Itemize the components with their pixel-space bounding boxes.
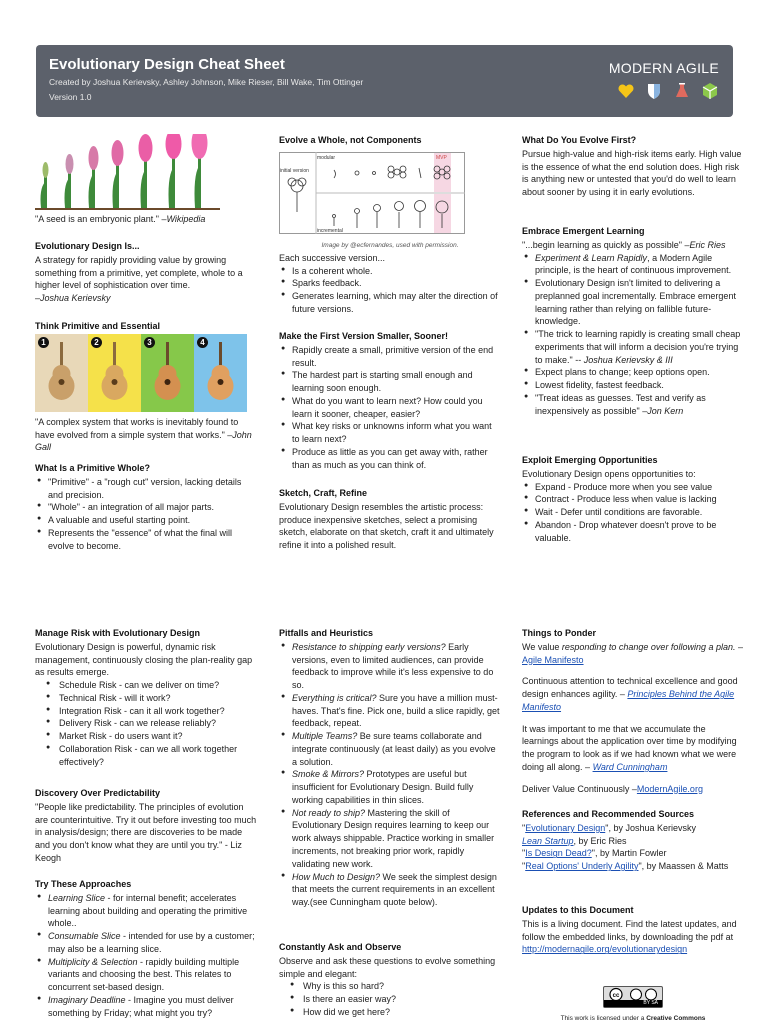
stage-number-icon: 2 bbox=[91, 337, 102, 348]
list-item: ● What do you want to learn next? How could you learn it sooner, cheaper, easier? bbox=[279, 395, 501, 421]
section-sketch-craft bbox=[279, 487, 501, 552]
section-heading: Exploit Emerging Opportunities bbox=[522, 455, 658, 465]
shield-icon bbox=[645, 82, 663, 100]
ponder-principles: Continuous attention to technical excellence and good design enhances agility. – Principles Behind the Agile Manifesto bbox=[522, 676, 738, 712]
ponder-cunningham: It was important to me that we accumulate the learnings about the application over time by modifying the program to look as if we had known what we were doing all along. – Ward Cunningham bbox=[522, 723, 737, 772]
seed-caption: "A seed is an embryonic plant." –Wikipedia bbox=[35, 214, 206, 224]
license-block bbox=[522, 986, 744, 1023]
license-text: This work is licensed under a Creative Commons bbox=[560, 1014, 706, 1022]
section-heading: Manage Risk with Evolutionary Design bbox=[35, 628, 201, 638]
guitar-stage-4 bbox=[194, 334, 247, 412]
reference-item: Lean Startup, by Eric Ries bbox=[522, 835, 627, 846]
smaller-list bbox=[279, 344, 501, 472]
principles-link[interactable]: Principles Behind the Agile Manifesto bbox=[522, 689, 735, 712]
reference-item: "Is Design Dead?", by Martin Fowler bbox=[522, 848, 667, 859]
list-item: ● "Primitive" - a "rough cut" version, lacking details and precision. bbox=[35, 476, 257, 502]
list-item: ● What key risks or unknowns inform what you want to learn next? bbox=[279, 420, 501, 446]
cc-by-sa-label: BY SA bbox=[604, 1000, 662, 1007]
brand-name: MODERN AGILE bbox=[608, 60, 719, 76]
list-item: ● Collaboration Risk - can we all work together effectively? bbox=[35, 743, 257, 769]
evolutionary-design-link[interactable]: Evolutionary Design bbox=[525, 822, 606, 833]
lean-startup-link[interactable]: Lean Startup bbox=[522, 835, 574, 846]
section-primitive-whole bbox=[35, 462, 257, 552]
list-item: ● Integration Risk - can it all work together? bbox=[35, 705, 257, 718]
list-item: ● Resistance to shipping early versions? Early versions, even to limited audiences, can provide feedback to improve while it's less expensive to do so. bbox=[279, 641, 501, 692]
cc-license-badge[interactable] bbox=[603, 986, 663, 1008]
package-icon bbox=[701, 82, 719, 100]
reference-item: "Evolutionary Design", by Joshua Kerievsky bbox=[522, 822, 696, 833]
each-version-list bbox=[279, 265, 501, 316]
ries-quote: "...begin learning as quickly as possible" –Eric Ries bbox=[522, 239, 726, 250]
section-heading: Evolutionary Design Is... bbox=[35, 241, 140, 251]
section-heading: Sketch, Craft, Refine bbox=[279, 488, 368, 498]
list-item: ● Delivery Risk - can we release reliably? bbox=[35, 717, 257, 730]
list-item: ● A valuable and useful starting point. bbox=[35, 514, 257, 527]
stage-number-icon: 1 bbox=[38, 337, 49, 348]
list-item: ● Represents the "essence" of what the final will evolve to become. bbox=[35, 527, 257, 553]
list-item: ● Market Risk - do users want it? bbox=[35, 730, 257, 743]
list-item: ● Contract - Produce less when value is lacking bbox=[522, 493, 744, 506]
list-item: ● Sparks feedback. bbox=[279, 277, 501, 290]
list-item: ● Multiplicity & Selection - rapidly building multiple variants and choosing the best. This relates to concurrent set-based design. bbox=[35, 956, 257, 994]
list-item: ● Consumable Slice - intended for use by a customer; may also be a learning slice. bbox=[35, 930, 257, 956]
section-heading: What Do You Evolve First? bbox=[522, 135, 637, 145]
page-title: Evolutionary Design Cheat Sheet bbox=[49, 56, 285, 73]
reference-item: "Real Options' Underly Agility", by Maassen & Matts bbox=[522, 861, 729, 872]
ask-intro: Observe and ask these questions to evolve something simple and elegant: bbox=[279, 955, 496, 979]
section-pitfalls bbox=[279, 627, 501, 909]
list-item: ● How did we get here? bbox=[279, 1006, 501, 1019]
list-item: ● The hardest part is starting small enough and learning soon enough. bbox=[279, 369, 501, 395]
list-item: ● Why is this so hard? bbox=[279, 980, 501, 993]
hyacinth-stages-image bbox=[35, 134, 220, 210]
section-evolve-whole bbox=[279, 134, 501, 316]
updates-text: This is a living document. Find the latest updates, and follow the embedded links, by downloading the pdf at bbox=[522, 918, 737, 942]
section-approaches bbox=[35, 878, 257, 1019]
guitar-evolution-image bbox=[35, 334, 247, 412]
approaches-list bbox=[35, 892, 257, 1020]
updates-link[interactable]: http://modernagile.org/evolutionarydesign bbox=[522, 944, 688, 955]
flask-icon bbox=[673, 82, 691, 100]
list-item: ● Imaginary Deadline - Imagine you must deliver something by Friday; what might you try? bbox=[35, 994, 257, 1020]
list-item: ● Not ready to ship? Mastering the skill of Evolutionary Design requires learning to keep our work always shippable. Practice working in smaller increments, not breaking prior work, rapidly validating new work. bbox=[279, 807, 501, 871]
ward-cunningham-link[interactable]: Ward Cunningham bbox=[592, 761, 668, 772]
risk-intro: Evolutionary Design is powerful, dynamic risk management, continuously closing the plan-reality gap as results emerge. bbox=[35, 641, 253, 678]
list-item: ● Wait - Defer until conditions are favorable. bbox=[522, 506, 744, 519]
incremental-label: incremental bbox=[317, 227, 343, 234]
agile-manifesto-link[interactable]: Agile Manifesto bbox=[522, 654, 584, 665]
brand-icons bbox=[617, 82, 719, 100]
section-heading: Make the First Version Smaller, Sooner! bbox=[279, 331, 449, 341]
list-item: ● Lowest fidelity, fastest feedback. bbox=[522, 379, 744, 392]
exploit-intro: Evolutionary Design opens opportunities to: bbox=[522, 468, 696, 479]
stage-number-icon: 4 bbox=[197, 337, 208, 348]
section-smaller-sooner bbox=[279, 330, 501, 471]
section-heading: Try These Approaches bbox=[35, 879, 132, 889]
section-exploit-opportunities bbox=[522, 454, 744, 544]
image-credit: Image by @ecfernandes, used with permission. bbox=[321, 241, 459, 249]
pitfalls-list bbox=[279, 641, 501, 909]
modular-label: modular bbox=[317, 154, 336, 161]
stage-number-icon: 3 bbox=[144, 337, 155, 348]
guitar-stage-1 bbox=[35, 334, 88, 412]
list-item: ● Schedule Risk - can we deliver on time? bbox=[35, 679, 257, 692]
list-item: ● Generates learning, which may alter the direction of future versions. bbox=[279, 290, 501, 316]
list-item: ● "Whole" - an integration of all major parts. bbox=[35, 501, 257, 514]
svg-text:cc: cc bbox=[612, 993, 620, 999]
ponder-manifesto: We value responding to change over following a plan. – Agile Manifesto bbox=[522, 641, 743, 665]
cc-icon bbox=[604, 987, 664, 1001]
modular-vs-incremental-diagram bbox=[279, 152, 465, 234]
authors-line: Created by Joshua Kerievsky, Ashley Johnson, Mike Rieser, Bill Wake, Tim Ottinger bbox=[49, 77, 364, 87]
sketch-text: Evolutionary Design resembles the artistic process: produce inexpensive sketches, select a promising sketch, elaborate on that sketch, craft it and ultimately refine it into a polished result. bbox=[279, 501, 494, 551]
list-item: ● Everything is critical? Sure you have a million must-haves. That's fine. Pick one, build a slice rapidly, get feedback, repeat. bbox=[279, 692, 501, 730]
list-item: ● "Treat ideas as guesses. Test and verify as inexpensively as possible" –Jon Kern bbox=[522, 392, 744, 418]
list-item: ● Evolutionary Design isn't limited to delivering a preplanned goal incrementally. Embrace emergent learning rather than relying on fallible future-knowledge. bbox=[522, 277, 744, 328]
version-label: Version 1.0 bbox=[49, 92, 92, 102]
hyacinth-growth-image bbox=[35, 134, 257, 210]
section-evolutionary-design-is bbox=[35, 240, 257, 305]
list-item: ● Experiment & Learn Rapidly, a Modern Agile principle, is the heart of continuous improvement. bbox=[522, 252, 744, 278]
list-item: ● "The trick to learning rapidly is creating small cheap experiments that will inform a decision you're trying to make." -- Joshua Kerievsky & III bbox=[522, 328, 744, 366]
section-think-primitive bbox=[35, 320, 257, 454]
list-item: ● Abandon - Drop whatever doesn't prove to be valuable. bbox=[522, 519, 744, 545]
section-emergent-learning bbox=[522, 225, 744, 417]
is-design-dead-link[interactable]: Is Design Dead? bbox=[525, 848, 592, 859]
list-item: ● Smoke & Mirrors? Prototypes are useful but insufficient for Evolutionary Design. Build fully working capabilities in thin slices. bbox=[279, 768, 501, 806]
modern-agile-link[interactable]: ModernAgile.org bbox=[636, 783, 703, 794]
section-discovery bbox=[35, 787, 257, 865]
section-manage-risk bbox=[35, 627, 257, 768]
section-heading: Embrace Emergent Learning bbox=[522, 226, 645, 236]
list-item: ● Expand - Produce more when you see value bbox=[522, 481, 744, 494]
keogh-quote: "People like predictability. The principles of evolution are counterintuitive. Try it out before investing too much in analysis/design; there are discoveries to be made and you don't know what they are until you try." - Liz Keogh bbox=[35, 801, 257, 863]
section-heading: Discovery Over Predictability bbox=[35, 788, 161, 798]
ponder-modern-agile: Deliver Value Continuously –ModernAgile.org bbox=[522, 783, 703, 794]
header-banner bbox=[36, 45, 733, 117]
initial-version-label: initial version bbox=[280, 167, 309, 174]
section-references bbox=[522, 808, 744, 873]
evolve-first-text: Pursue high-value and high-risk items early. High value is the essence of what the end solution does. High risk is anything new or untested that you'd do well to learn about sooner by using it in early evolutions. bbox=[522, 148, 742, 198]
list-item: ● Expect plans to change; keep options open. bbox=[522, 366, 744, 379]
section-heading: Pitfalls and Heuristics bbox=[279, 628, 374, 638]
list-item: ● Is a coherent whole. bbox=[279, 265, 501, 278]
real-options-link[interactable]: Real Options' Underly Agility bbox=[525, 861, 639, 872]
section-heading: Updates to this Document bbox=[522, 905, 634, 915]
hyacinth-figure bbox=[35, 134, 257, 226]
list-item: ● Learning Slice - for internal benefit; accelerates learning about building and operating the primitive whole.. bbox=[35, 892, 257, 930]
risk-list bbox=[35, 679, 257, 768]
exploit-list bbox=[522, 481, 744, 545]
primitive-list bbox=[35, 476, 257, 553]
gall-quote: "A complex system that works is inevitably found to have evolved from a simple system that works." –John Gall bbox=[35, 416, 252, 453]
section-heading: What Is a Primitive Whole? bbox=[35, 463, 151, 473]
list-item: ● Is there an easier way? bbox=[279, 993, 501, 1006]
heart-icon bbox=[617, 82, 635, 100]
each-version-intro: Each successive version... bbox=[279, 252, 386, 263]
mvp-label: MVP bbox=[436, 154, 447, 161]
definition-text: A strategy for rapidly providing value by growing something from a primitive, yet complete, whole to a higher level of sophistication over time. bbox=[35, 254, 243, 291]
section-things-to-ponder bbox=[522, 627, 744, 795]
section-updates bbox=[522, 904, 744, 956]
section-evolve-first bbox=[522, 134, 744, 199]
ask-list bbox=[279, 980, 501, 1018]
emergent-list bbox=[522, 252, 744, 418]
section-heading: References and Recommended Sources bbox=[522, 809, 695, 819]
definition-author: –Joshua Kerievsky bbox=[35, 293, 111, 304]
list-item: ● How Much to Design? We seek the simplest design that meets the current requirements in an excellent way.(see Cunningham quote below). bbox=[279, 871, 501, 909]
section-heading: Evolve a Whole, not Components bbox=[279, 135, 422, 145]
section-heading: Think Primitive and Essential bbox=[35, 321, 161, 331]
list-item: ● Produce as little as you can get away with, rather than as much as you can think of. bbox=[279, 446, 501, 472]
section-heading: Constantly Ask and Observe bbox=[279, 942, 402, 952]
list-item: ● Multiple Teams? Be sure teams collaborate and integrate continuously (at least daily) as you evolve a solution. bbox=[279, 730, 501, 768]
guitar-stage-2 bbox=[88, 334, 141, 412]
guitar-stage-3 bbox=[141, 334, 194, 412]
list-item: ● Rapidly create a small, primitive version of the end result. bbox=[279, 344, 501, 370]
section-heading: Things to Ponder bbox=[522, 628, 596, 638]
list-item: ● Technical Risk - will it work? bbox=[35, 692, 257, 705]
section-ask-observe bbox=[279, 941, 501, 1019]
